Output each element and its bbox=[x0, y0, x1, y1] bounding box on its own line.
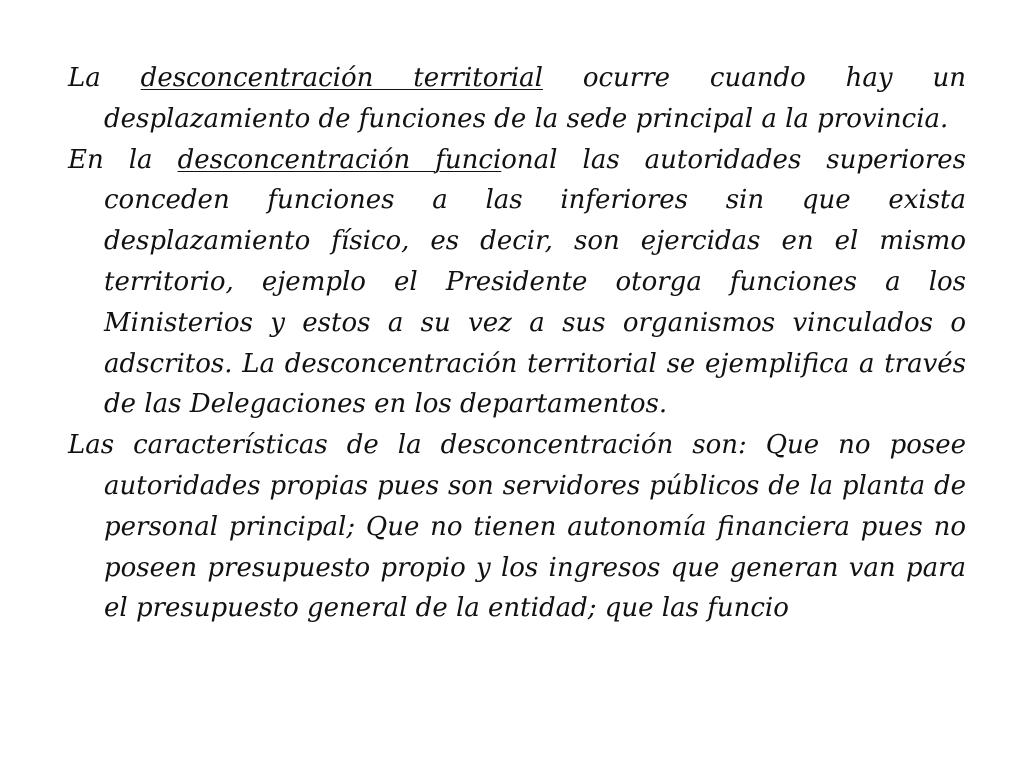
paragraph-lead-text: La bbox=[68, 63, 141, 93]
underlined-term-territorial: desconcentración territorial bbox=[140, 63, 543, 93]
paragraph-lead-text: En la bbox=[68, 144, 178, 175]
paragraph-caracteristicas bbox=[68, 425, 966, 629]
term-tail-text: onal bbox=[501, 144, 558, 175]
underlined-term-funcional: desconcentración funci bbox=[177, 144, 502, 175]
paragraph-body-text: ocurre cuando hay un desplazamiento de funciones de la sede principal a la provincia. bbox=[104, 63, 966, 134]
slide-body bbox=[68, 58, 966, 629]
paragraph-territorial bbox=[68, 58, 966, 140]
paragraph-body-text: Las características de la desconcentración son: Que no posee autoridades propias pues son servidores públicos de la planta de personal principal; Que no tienen autonomía financiera pues no poseen presupuesto propio y los ingresos que generan van para el presupuesto general de la entidad; que las funcio bbox=[68, 430, 966, 624]
paragraph-body-text: las autoridades superiores conceden funciones a las inferiores sin que exista desplazamiento físico, es decir, son ejercidas en el mismo territorio, ejemplo el Presidente otorga funciones a los Ministerios y estos a su vez a sus organismos vinculados o adscritos. La desconcentración territorial se ejemplifica a través de las Delegaciones en los departamentos. bbox=[104, 144, 966, 420]
paragraph-funcional bbox=[68, 140, 966, 426]
